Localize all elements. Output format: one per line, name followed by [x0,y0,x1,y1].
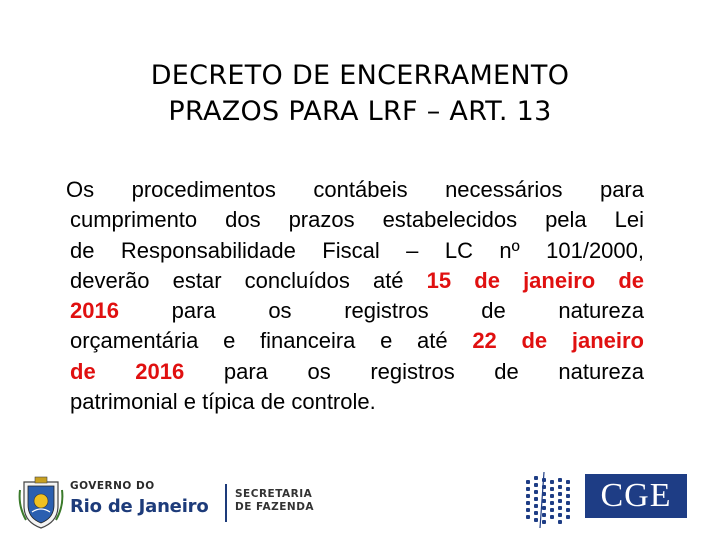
paragraph-line-8: patrimonial e típica de controle. [70,389,376,415]
rio-de-janeiro-coat-of-arms-icon [18,476,64,530]
decree-paragraph [66,175,644,417]
rio-de-janeiro-text: Rio de Janeiro [70,496,209,517]
title-line-1: DECRETO DE ENCERRAMENTO [150,60,570,91]
governo-rio-wordmark [70,480,220,526]
deadline-date-2b: de 2016 [70,358,185,384]
cge-badge [585,474,687,518]
paragraph-line-2: cumprimento dos prazos estabelecidos pela Lei [70,207,644,233]
governo-do-text: GOVERNO DO [70,480,155,492]
paragraph-line-1: Os procedimentos contábeis necessários para [66,177,644,202]
paragraph-line-7-text: para os registros de natureza [184,358,644,384]
paragraph-line-6 [70,326,644,356]
paragraph-line-5-text: para os registros de natureza [118,298,644,324]
cge-logo [522,470,687,530]
paragraph-line-6-text: orçamentária e financeira e até [70,328,473,354]
dotted-stripes-icon [522,470,580,530]
paragraph-line-5 [70,296,644,326]
paragraph-line-4 [70,266,644,296]
deadline-date-1b: 2016 [70,298,119,324]
cge-text: CGE [600,477,672,514]
secretaria-text: SECRETARIA [235,488,313,500]
logo-divider [225,484,227,522]
deadline-date-2a: 22 de janeiro [472,328,644,354]
de-fazenda-text: DE FAZENDA [235,501,315,513]
rio-government-logo [18,476,315,530]
paragraph-line-7 [70,357,644,387]
deadline-date-1a: 15 de janeiro de [426,267,644,293]
paragraph-line-3: de Responsabilidade Fiscal – LC nº 101/2000, [70,237,644,263]
page-title [0,58,720,130]
secretaria-fazenda-wordmark [235,488,325,524]
paragraph-line-4-text: deverão estar concluídos até [70,267,427,293]
title-line-2: PRAZOS PARA LRF – ART. 13 [168,96,552,127]
